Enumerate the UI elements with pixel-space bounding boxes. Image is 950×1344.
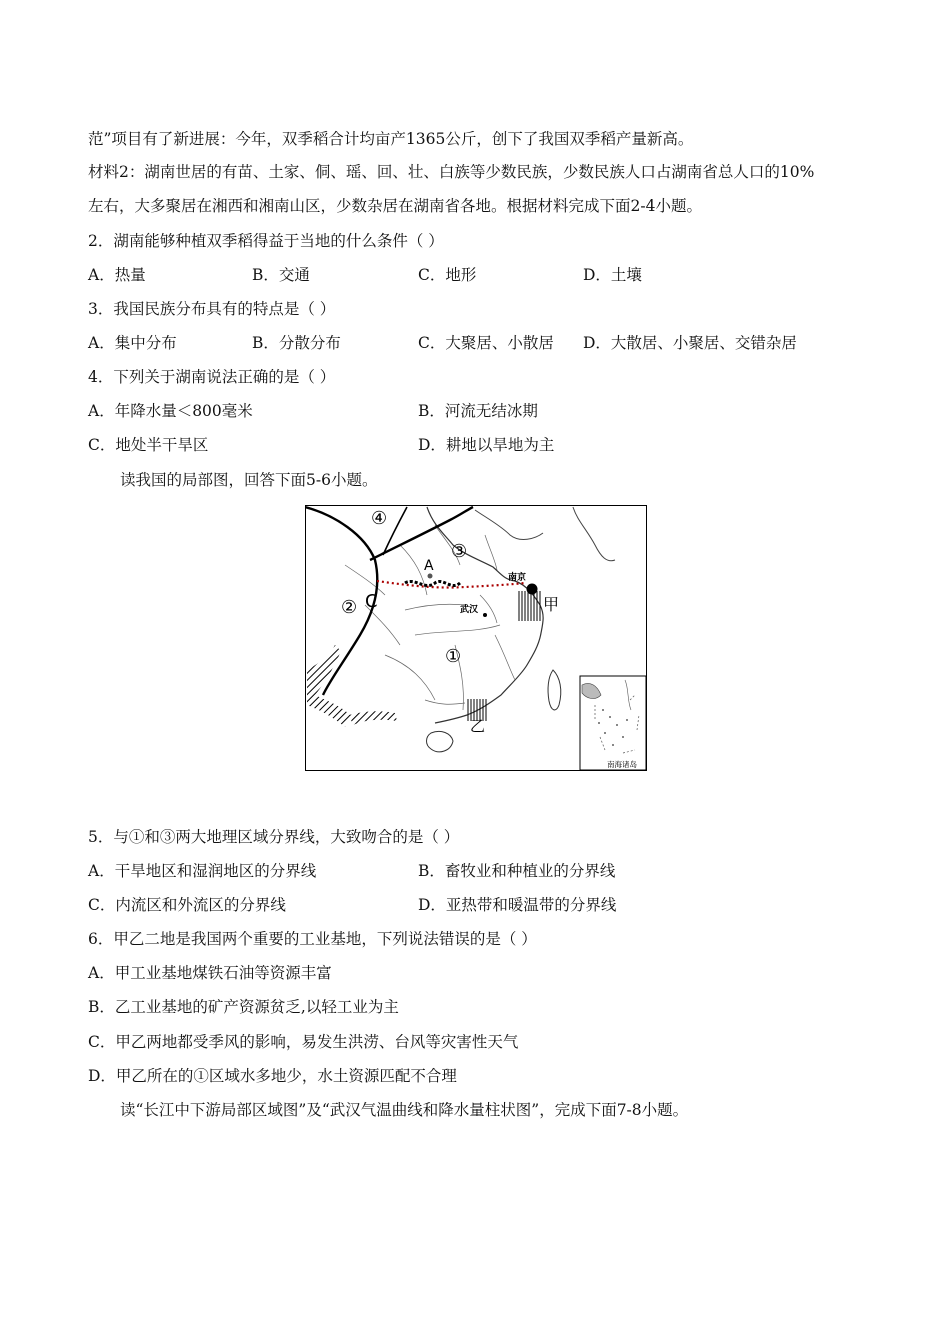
- region-4-label: ④: [371, 508, 388, 529]
- region-2-label: ②: [341, 597, 358, 618]
- region-1-label: ①: [445, 646, 462, 667]
- question-2-option-a[interactable]: A．热量: [88, 266, 146, 284]
- material-line-1: 范”项目有了新进展：今年，双季稻合计均亩产1365公斤，创下了我国双季稻产量新高。: [88, 130, 694, 148]
- wuhan-label: 武汉: [460, 605, 479, 615]
- question-5-stem: 5．与①和③两大地理区域分界线，大致吻合的是（ ）: [88, 828, 460, 846]
- question-5-option-c[interactable]: C．内流区和外流区的分界线: [88, 896, 286, 914]
- question-6-stem: 6．甲乙二地是我国两个重要的工业基地，下列说法错误的是（ ）: [88, 930, 537, 948]
- wuhan-marker: [483, 613, 487, 617]
- question-4-stem: 4．下列关于湖南说法正确的是（ ）: [88, 368, 336, 386]
- question-3-option-b[interactable]: B．分散分布: [252, 334, 341, 352]
- nanjing-label: 南京: [508, 573, 527, 583]
- base-yi-label: 乙: [470, 717, 486, 735]
- question-4-option-b[interactable]: B．河流无结冰期: [418, 402, 538, 420]
- question-4-option-d[interactable]: D．耕地以旱地为主: [418, 436, 555, 454]
- base-jia-label: 甲: [543, 595, 560, 614]
- question-3-stem: 3．我国民族分布具有的特点是（ ）: [88, 300, 336, 318]
- question-5-option-a[interactable]: A．干旱地区和湿润地区的分界线: [88, 862, 317, 880]
- question-2-option-b[interactable]: B．交通: [252, 266, 310, 284]
- region-3-label: ③: [451, 541, 468, 562]
- question-6-option-b[interactable]: B．乙工业基地的矿产资源贫乏,以轻工业为主: [88, 998, 399, 1016]
- question-2-stem: 2．湖南能够种植双季稻得益于当地的什么条件（ ）: [88, 232, 444, 250]
- question-6-option-c[interactable]: C．甲乙两地都受季风的影响，易发生洪涝、台风等灾害性天气: [88, 1033, 519, 1051]
- question-3-option-c[interactable]: C．大聚居、小散居: [418, 334, 554, 352]
- nanjing-marker: [527, 584, 538, 595]
- china-partial-map: [305, 505, 647, 771]
- line-c-label: C: [365, 591, 378, 612]
- city-a-marker: [428, 574, 433, 579]
- question-4-option-c[interactable]: C．地处半干旱区: [88, 436, 209, 454]
- base-jia-hatch: [517, 591, 541, 621]
- question-6-option-a[interactable]: A．甲工业基地煤铁石油等资源丰富: [88, 964, 332, 982]
- question-3-option-a[interactable]: A．集中分布: [88, 334, 177, 352]
- question-4-option-a[interactable]: A．年降水量＜800毫米: [88, 402, 253, 420]
- question-3-option-d[interactable]: D．大散居、小聚居、交错杂居: [583, 334, 797, 352]
- question-5-option-d[interactable]: D．亚热带和暖温带的分界线: [418, 896, 617, 914]
- question-6-option-d[interactable]: D．甲乙所在的①区域水多地少，水土资源匹配不合理: [88, 1067, 457, 1085]
- question-2-option-d[interactable]: D．土壤: [583, 266, 642, 284]
- inset-label: 南海诸岛: [607, 760, 637, 769]
- intro-questions-5-6: 读我国的局部图，回答下面5-6小题。: [120, 471, 378, 489]
- intro-questions-7-8: 读“长江中下游局部区域图”及“武汉气温曲线和降水量柱状图”，完成下面7-8小题。: [120, 1101, 689, 1119]
- south-china-sea-inset: [580, 676, 646, 770]
- material-line-3: 左右，大多聚居在湘西和湘南山区，少数杂居在湖南省各地。根据材料完成下面2-4小题。: [88, 197, 702, 215]
- material-line-2: 材料2：湖南世居的有苗、土家、侗、瑶、回、壮、白族等少数民族，少数民族人口占湖南省总人口的10%: [88, 163, 815, 181]
- question-5-option-b[interactable]: B．畜牧业和种植业的分界线: [418, 862, 616, 880]
- question-2-option-c[interactable]: C．地形: [418, 266, 477, 284]
- point-a-label: A: [424, 558, 434, 574]
